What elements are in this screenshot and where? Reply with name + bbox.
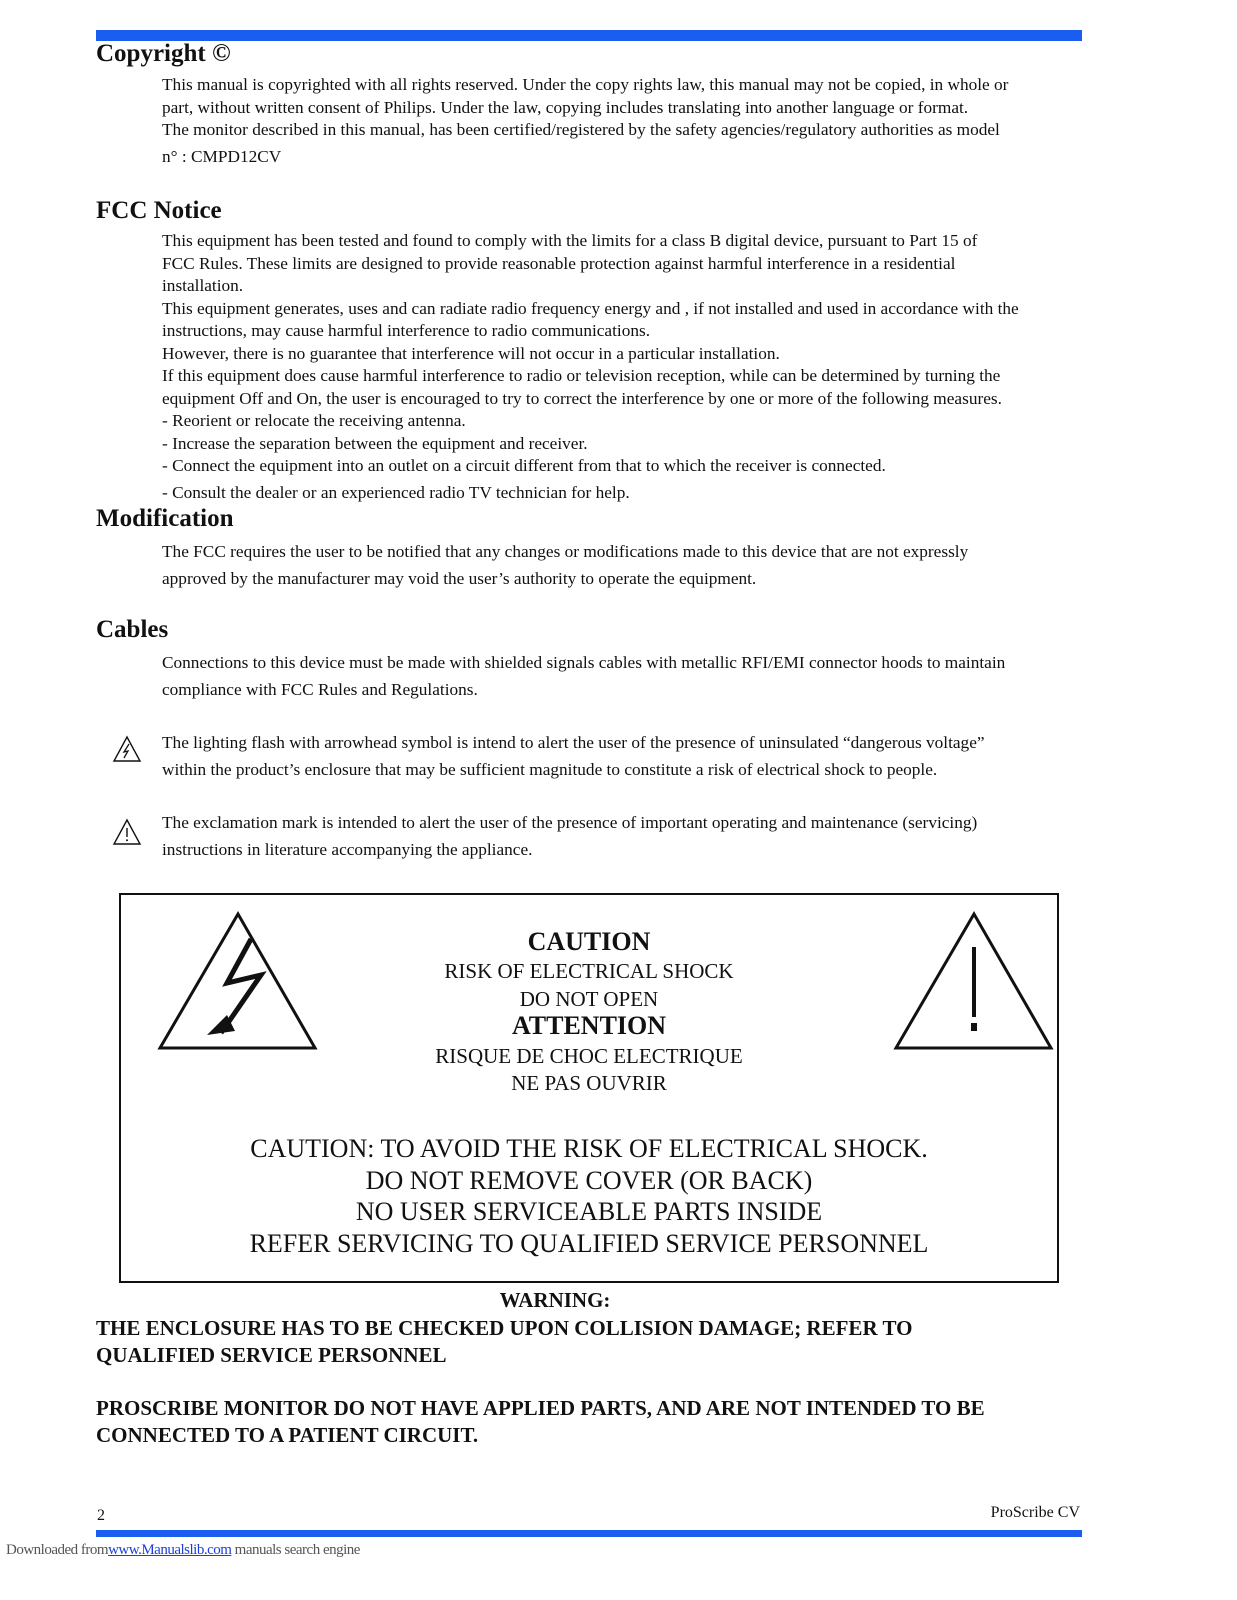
text-line: The lighting flash with arrowhead symbol is intend to alert the user of the presence of uninsulated “dangerous voltage” bbox=[162, 733, 985, 752]
fcc-heading: FCC Notice bbox=[96, 197, 222, 224]
text-line: However, there is no guarantee that interference will not occur in a particular installation. bbox=[162, 343, 780, 363]
download-banner bbox=[6, 1542, 360, 1559]
top-rule bbox=[96, 30, 1082, 41]
manualslib-link[interactable]: www.Manualslib.com bbox=[108, 1542, 232, 1558]
warning-line: QUALIFIED SERVICE PERSONNEL bbox=[96, 1343, 447, 1367]
bottom-rule bbox=[96, 1530, 1082, 1537]
cables-heading: Cables bbox=[96, 616, 169, 643]
attention-line: RISQUE DE CHOC ELECTRIQUE bbox=[435, 1044, 743, 1068]
copyright-text bbox=[162, 74, 1092, 168]
modification-text bbox=[162, 538, 1092, 592]
text-line: - Consult the dealer or an experienced radio TV technician for help. bbox=[162, 482, 630, 502]
text-line: This equipment generates, uses and can radiate radio frequency energy and , if not installed and used in accordance with the bbox=[162, 298, 1019, 318]
text-line: installation. bbox=[162, 276, 244, 295]
cables-text bbox=[162, 649, 1092, 703]
text-line: - Connect the equipment into an outlet on a circuit different from that to which the receiver is connected. bbox=[162, 456, 886, 475]
text-line: Connections to this device must be made with shielded signals cables with metallic RFI/EMI connector hoods to maintain bbox=[162, 653, 1006, 672]
text-line: part, without written consent of Philips. Under the law, copying includes translating into another language or format. bbox=[162, 97, 969, 117]
warning-line: CONNECTED TO A PATIENT CIRCUIT. bbox=[96, 1423, 479, 1447]
notice-line: REFER SERVICING TO QUALIFIED SERVICE PERSONNEL bbox=[249, 1228, 929, 1258]
text-line: instructions in literature accompanying the appliance. bbox=[162, 840, 533, 859]
copyright-heading: Copyright © bbox=[96, 40, 231, 67]
caution-title: CAUTION bbox=[527, 927, 651, 956]
text-line: If this equipment does cause harmful interference to radio or television reception, while can be determined by turning the bbox=[162, 366, 1001, 385]
modification-heading: Modification bbox=[96, 505, 234, 532]
text-line: This manual is copyrighted with all rights reserved. Under the copy rights law, this manual may not be copied, in whole or bbox=[162, 75, 1009, 94]
notice-line: CAUTION: TO AVOID THE RISK OF ELECTRICAL SHOCK. bbox=[250, 1134, 928, 1163]
caution-line: RISK OF ELECTRICAL SHOCK bbox=[444, 959, 734, 983]
caution-box bbox=[119, 893, 1059, 1283]
text-line: equipment Off and On, the user is encouraged to try to correct the interference by one or more of the following measures. bbox=[162, 388, 1002, 408]
product-name: ProScribe CV bbox=[990, 1504, 1080, 1521]
exclamation-triangle-icon bbox=[112, 818, 142, 846]
text-line: The exclamation mark is intended to alert the user of the presence of important operating and maintenance (servicing) bbox=[162, 813, 978, 832]
fcc-text bbox=[162, 230, 1092, 504]
lightning-explanation bbox=[162, 729, 1092, 783]
caution-line: DO NOT OPEN bbox=[519, 987, 659, 1011]
download-suffix: manuals search engine bbox=[231, 1542, 360, 1558]
exclamation-explanation bbox=[162, 809, 1092, 863]
page-number: 2 bbox=[97, 1507, 105, 1524]
text-line: - Reorient or relocate the receiving antenna. bbox=[162, 411, 466, 430]
attention-title: ATTENTION bbox=[511, 1011, 667, 1040]
text-line: approved by the manufacturer may void the user’s authority to operate the equipment. bbox=[162, 569, 757, 588]
notice-line: DO NOT REMOVE COVER (OR BACK) bbox=[365, 1165, 813, 1195]
model-number: n° : CMPD12CV bbox=[162, 146, 282, 166]
text-line: instructions, may cause harmful interference to radio communications. bbox=[162, 321, 651, 340]
attention-line: NE PAS OUVRIR bbox=[511, 1071, 667, 1095]
text-line: compliance with FCC Rules and Regulations. bbox=[162, 680, 478, 699]
lightning-triangle-icon bbox=[112, 735, 142, 763]
warning-title: WARNING: bbox=[499, 1288, 611, 1312]
text-line: The monitor described in this manual, has been certified/registered by the safety agencies/regulatory authorities as model bbox=[162, 120, 1000, 139]
text-line: - Increase the separation between the equipment and receiver. bbox=[162, 433, 588, 453]
text-line: FCC Rules. These limits are designed to provide reasonable protection against harmful interference in a residential bbox=[162, 253, 956, 273]
text-line: within the product’s enclosure that may be sufficient magnitude to constitute a risk of electrical shock to people. bbox=[162, 760, 938, 779]
download-prefix: Downloaded from bbox=[6, 1542, 109, 1558]
warning-line: PROSCRIBE MONITOR DO NOT HAVE APPLIED PARTS, AND ARE NOT INTENDED TO BE bbox=[96, 1396, 985, 1420]
text-line: The FCC requires the user to be notified that any changes or modifications made to this device that are not expressly bbox=[162, 542, 969, 561]
warning-paragraph-2 bbox=[96, 1395, 1096, 1449]
caution-notice bbox=[121, 1133, 1057, 1259]
text-line: This equipment has been tested and found to comply with the limits for a class B digital device, pursuant to Part 15 of bbox=[162, 231, 978, 250]
notice-line: NO USER SERVICEABLE PARTS INSIDE bbox=[355, 1197, 823, 1226]
warning-paragraph-1 bbox=[96, 1315, 1096, 1369]
warning-line: THE ENCLOSURE HAS TO BE CHECKED UPON COLLISION DAMAGE; REFER TO bbox=[96, 1316, 913, 1340]
